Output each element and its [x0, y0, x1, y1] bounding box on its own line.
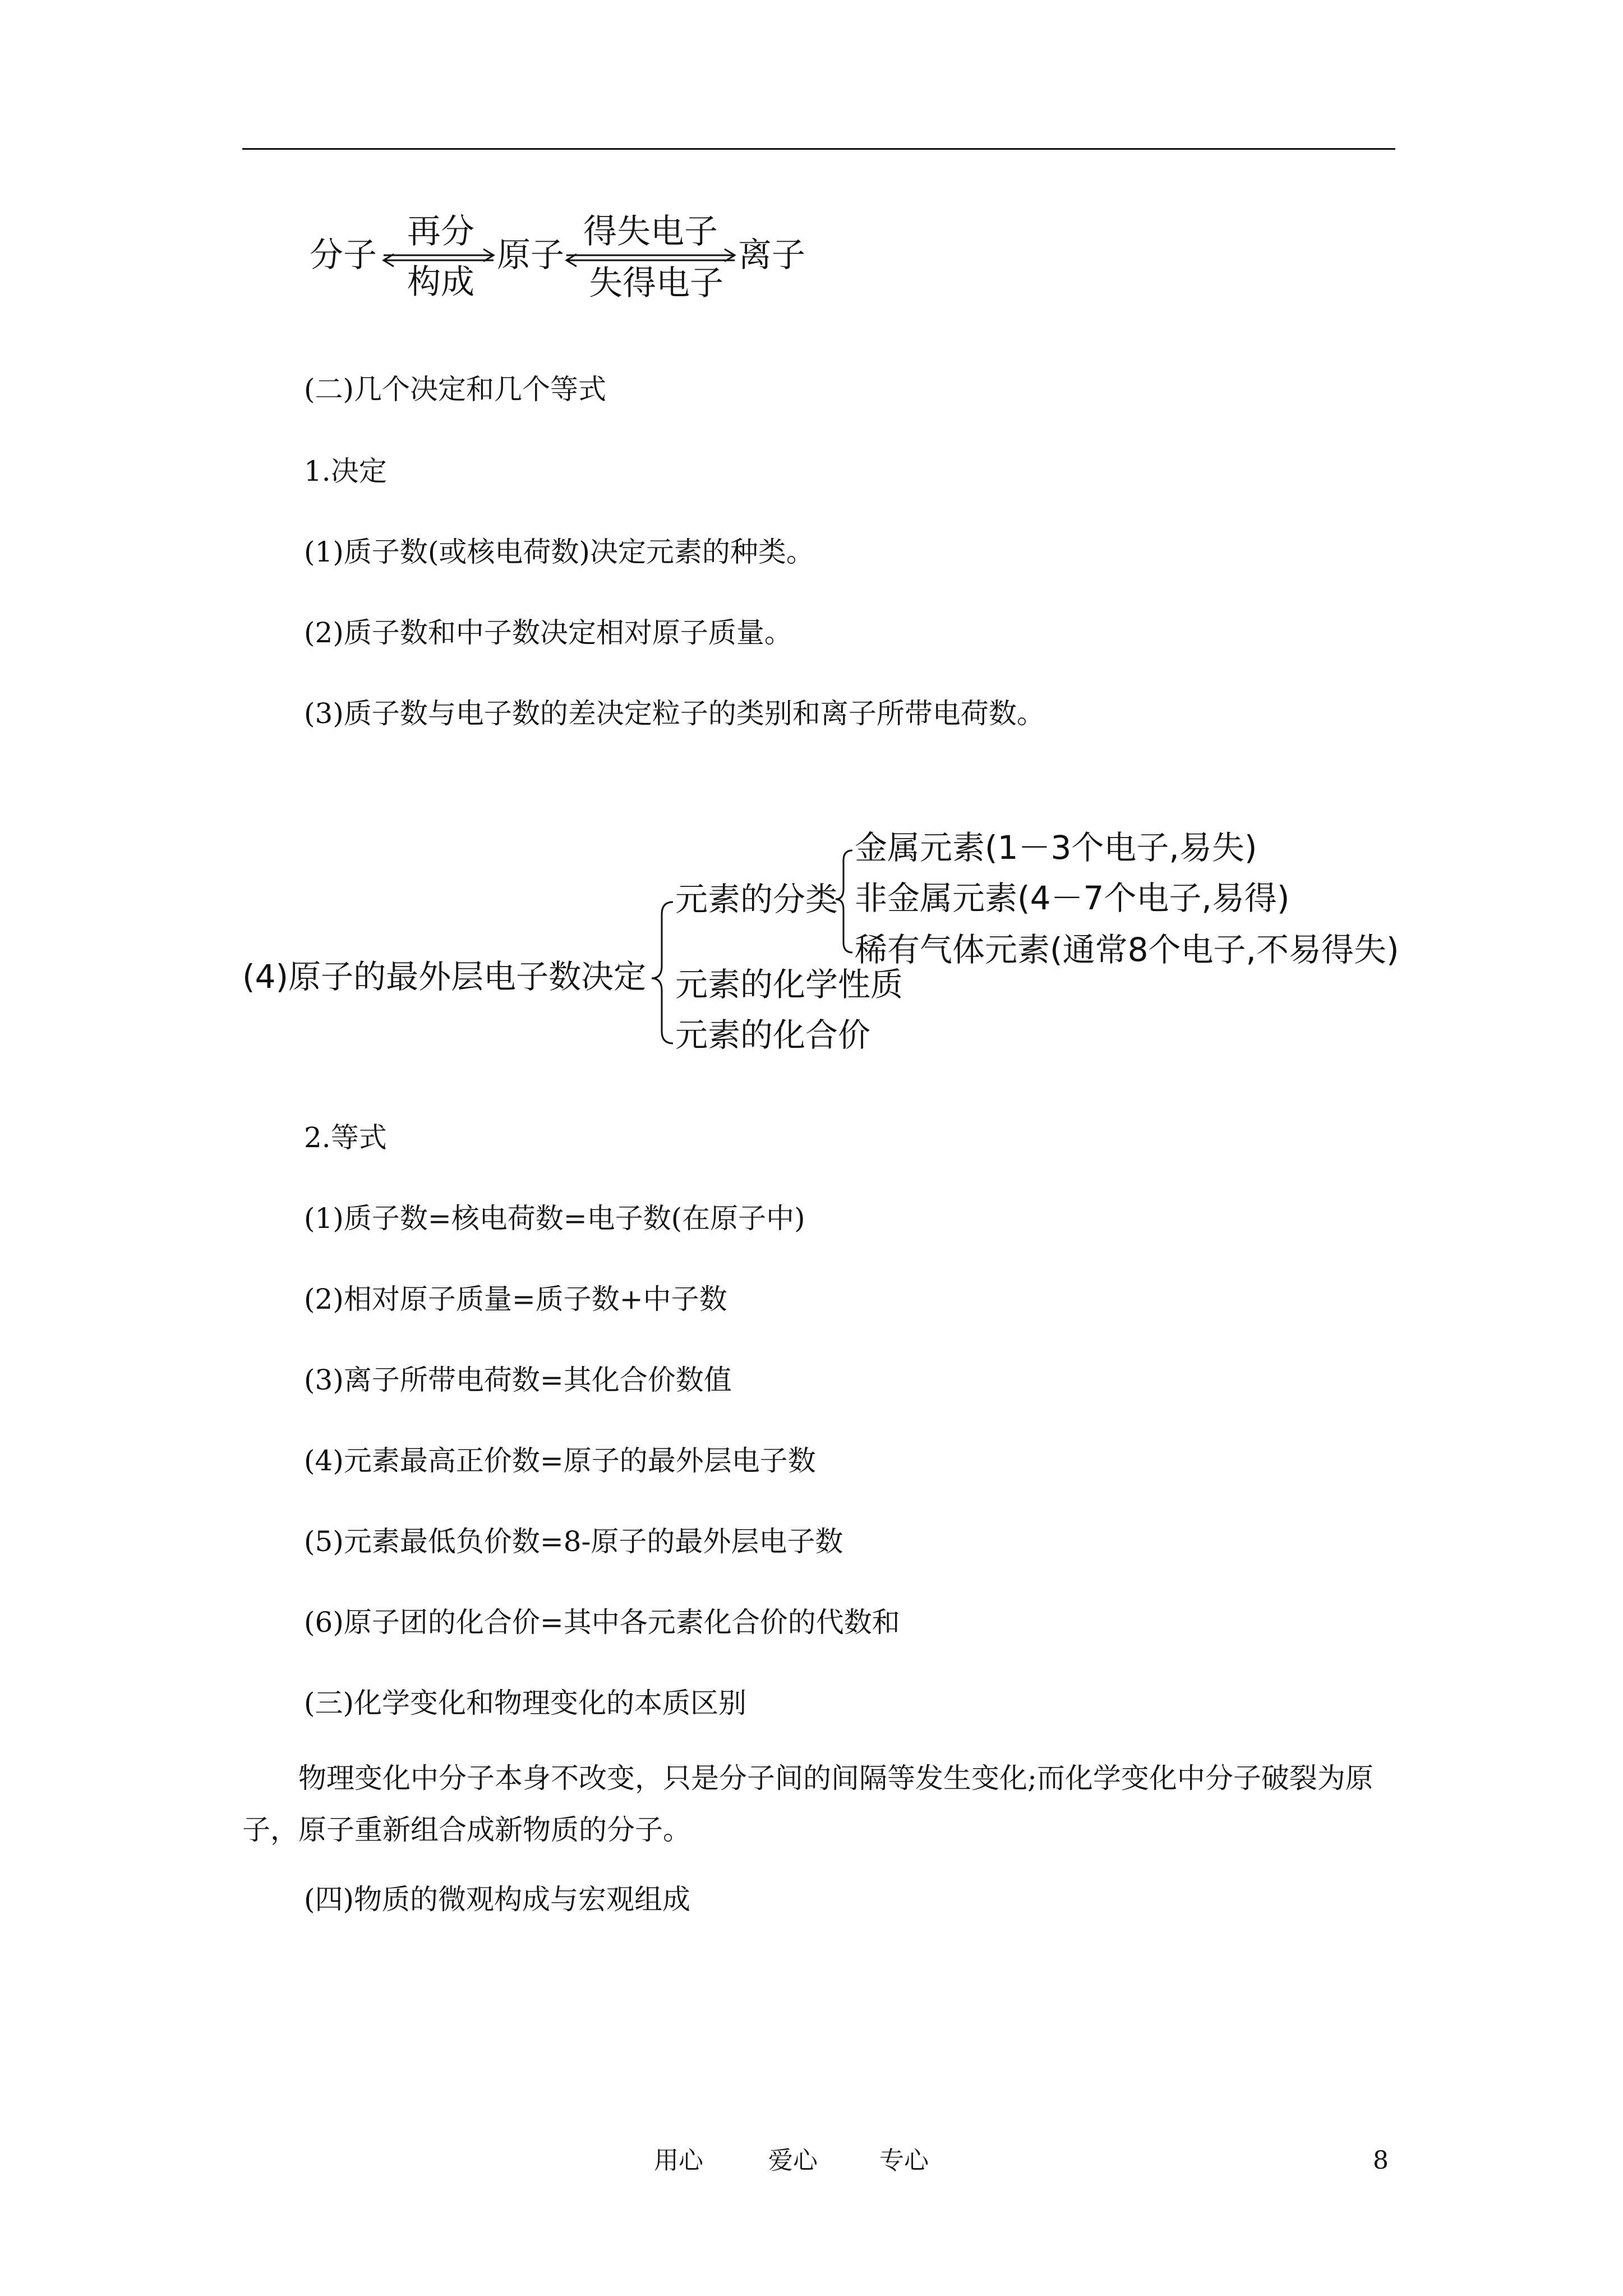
- equation-item: (4)元素最高正价数=原子的最外层电子数: [304, 1444, 816, 1477]
- section4-heading: (四)物质的微观构成与宏观组成: [304, 1883, 691, 1916]
- equation-item: (5)元素最低负价数=8-原子的最外层电子数: [304, 1525, 843, 1558]
- compose-label: 构成: [407, 263, 474, 302]
- atom-label: 原子: [497, 236, 564, 275]
- footer-motto-3: 专心: [879, 2146, 929, 2175]
- classification-brace: [836, 850, 852, 953]
- nonmetal-label: 非金属元素(4－7个电子,易得): [855, 879, 1290, 917]
- lose-gain-label: 失得电子: [589, 264, 723, 303]
- metal-label: 金属元素(1－3个电子,易失): [855, 829, 1257, 867]
- footer-motto-1: 用心: [654, 2146, 703, 2175]
- ion-label: 离子: [738, 236, 805, 275]
- section2-sub1: 1.决定: [304, 455, 387, 487]
- decision-item: (1)质子数(或核电荷数)决定元素的种类。: [304, 536, 814, 568]
- equation-item: (6)原子团的化合价=其中各元素化合价的代数和: [304, 1606, 900, 1639]
- molecule-label: 分子: [310, 236, 377, 275]
- noble-gas-label: 稀有气体元素(通常8个电子,不易得失): [855, 931, 1399, 969]
- page-number: 8: [1373, 2146, 1389, 2175]
- equation-item: (3)离子所带电荷数=其化合价数值: [304, 1364, 732, 1396]
- section3-heading: (三)化学变化和物理变化的本质区别: [304, 1687, 747, 1719]
- root-label: (4)原子的最外层电子数决定: [242, 958, 647, 996]
- valence-label: 元素的化合价: [675, 1016, 871, 1054]
- decision-item: (2)质子数和中子数决定相对原子质量。: [304, 616, 792, 649]
- split-label: 再分: [407, 212, 474, 251]
- section2-sub2: 2.等式: [304, 1121, 387, 1154]
- gain-lose-label: 得失电子: [583, 212, 718, 251]
- section2-heading: (二)几个决定和几个等式: [304, 373, 607, 406]
- equation-item: (2)相对原子质量=质子数+中子数: [304, 1283, 727, 1315]
- chemical-property-label: 元素的化学性质: [675, 965, 903, 1004]
- main-brace: [652, 902, 673, 1043]
- footer-motto-2: 爱心: [768, 2146, 818, 2175]
- decision-item: (3)质子数与电子数的差决定粒子的类别和离子所带电荷数。: [304, 697, 1045, 730]
- section3-paragraph: 物理变化中分子本身不改变，只是分子间的间隔等发生变化;而化学变化中分子破裂为原子，原子重新组合成新物质的分子。: [242, 1762, 1373, 1846]
- classification-label: 元素的分类: [675, 880, 838, 918]
- equation-item: (1)质子数=核电荷数=电子数(在原子中): [304, 1202, 805, 1235]
